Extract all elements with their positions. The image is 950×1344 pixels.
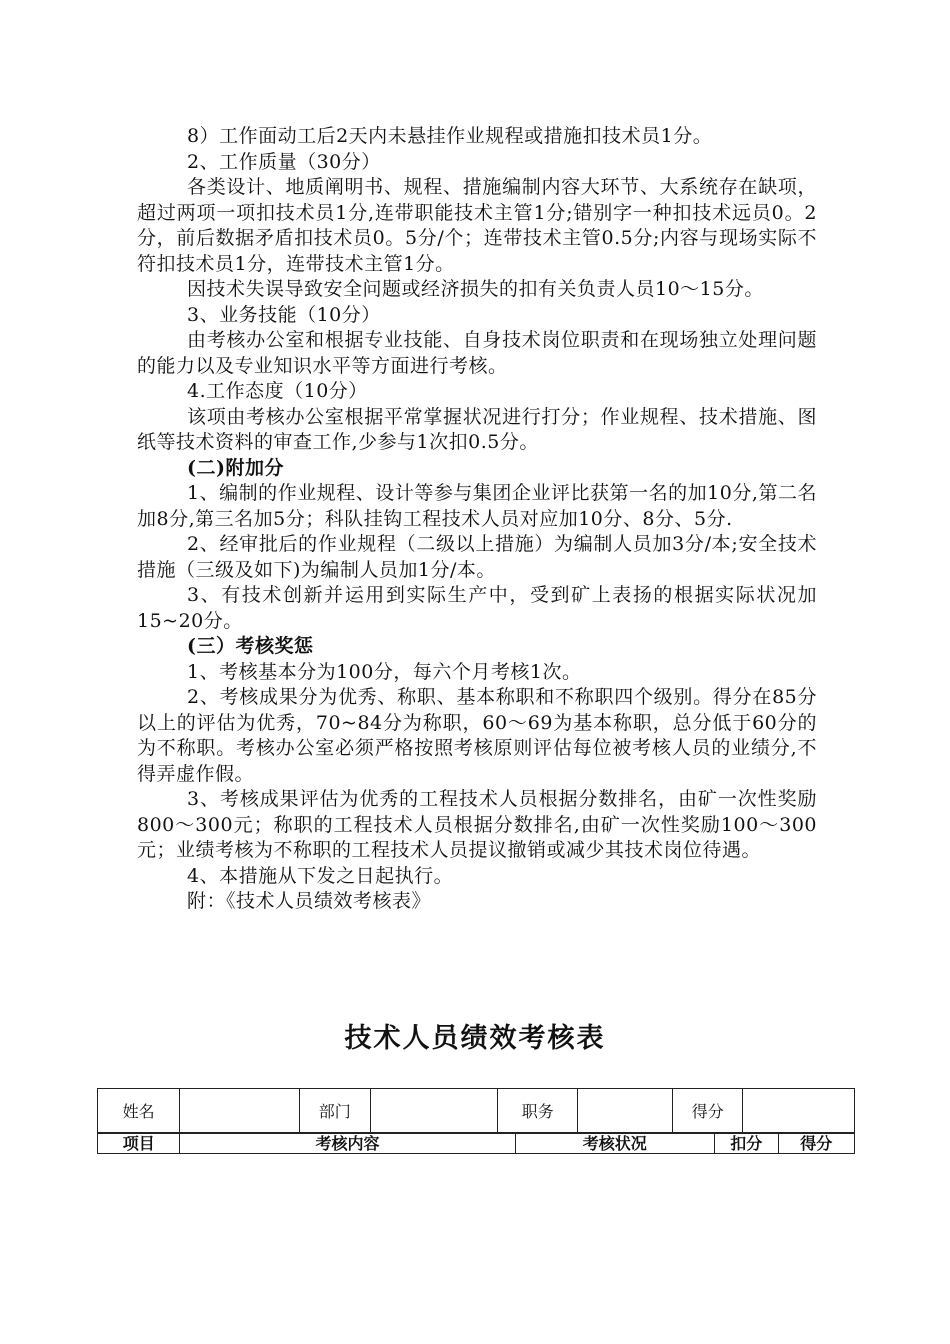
paragraph: 该项由考核办公室根据平常掌握状况进行打分；作业规程、技术措施、图纸等技术资料的审查工作,少参与1次扣0.5分。 [137,405,817,453]
table-header-row [98,1134,855,1154]
department-label-cell: 部门 [299,1089,370,1133]
paragraph: 4、本措施从下发之日起执行。 [187,864,454,887]
paragraph: 1、编制的作业规程、设计等参与集团企业评比获第一名的加10分,第二名加8分,第三名加5分；科队挂钩工程技术人员对应加10分、8分、5分. [137,482,817,530]
score-value-cell[interactable] [743,1089,855,1133]
paragraph: 1、考核基本分为100分，每六个月考核1次。 [187,660,582,683]
paragraph: 由考核办公室和根据专业技能、自身技术岗位职责和在现场独立处理问题的能力以及专业知识水平等方面进行考核。 [137,329,817,377]
name-label-cell: 姓名 [98,1089,180,1133]
personnel-info-table [97,1088,855,1133]
paragraph: 3、考核成果评估为优秀的工程技术人员根据分数排名，由矿一次性奖励800～300元；称职的工程技术人员根据分数排名,由矿一次性奖励100～300元；业绩考核为不称职的工程技术人员提议撤销或减少其技术岗位待遇。 [137,788,817,861]
paragraph: 3、有技术创新并运用到实际生产中，受到矿上表扬的根据实际状况加15~20分。 [137,584,817,632]
paragraph: 因技术失误导致安全问题或经济损失的扣有关负责人员10～15分。 [187,278,764,300]
paragraph: (三）考核奖惩 [187,635,314,657]
paragraph: 2、经审批后的作业规程（二级以上措施）为编制人员加3分/本;安全技术措施（三级及如下)为编制人员加1分/本。 [137,533,817,581]
score-label-cell: 得分 [673,1089,743,1133]
paragraph: (二)附加分 [187,456,284,479]
paragraph: 附：《技术人员绩效考核表》 [187,890,432,912]
position-value-cell[interactable] [578,1089,673,1133]
name-value-cell[interactable] [180,1089,299,1133]
paragraph: 8）工作面动工后2天内未悬挂作业规程或措施扣技术员1分。 [187,125,713,147]
content-header: 考核内容 [180,1134,515,1154]
paragraph: 2、工作质量（30分） [187,150,381,173]
paragraph: 4.工作态度（10分） [187,380,368,402]
position-label-cell: 职务 [498,1089,578,1133]
department-value-cell[interactable] [370,1089,497,1133]
deduction-header: 扣分 [714,1134,778,1154]
table-title: 技术人员绩效考核表 [344,1023,606,1054]
paragraph: 2、考核成果分为优秀、称职、基本称职和不称职四个级别。得分在85分以上的评估为优秀，70~84分为称职，60～69为基本称职，总分低于60分的为不称职。考核办公室必须严格按照考核原则评估每位被考核人员的业绩分,不得弄虚作假。 [137,686,817,785]
score-header: 得分 [778,1134,855,1154]
paragraph: 各类设计、地质阐明书、规程、措施编制内容大环节、大系统存在缺项，超过两项一项扣技术员1分,连带职能技术主管1分;错别字一种扣技术远员0。2分，前后数据矛盾扣技术员0。5分/个；连带技术主管0.5分;内容与现场实际不符扣技术员1分，连带技术主管1分。 [137,176,817,275]
paragraph: 3、业务技能（10分） [187,303,381,326]
status-header: 考核状况 [515,1134,714,1154]
item-header: 项目 [98,1134,180,1154]
document-body [137,124,817,915]
assessment-header-table [97,1133,855,1154]
table-row [98,1089,855,1133]
